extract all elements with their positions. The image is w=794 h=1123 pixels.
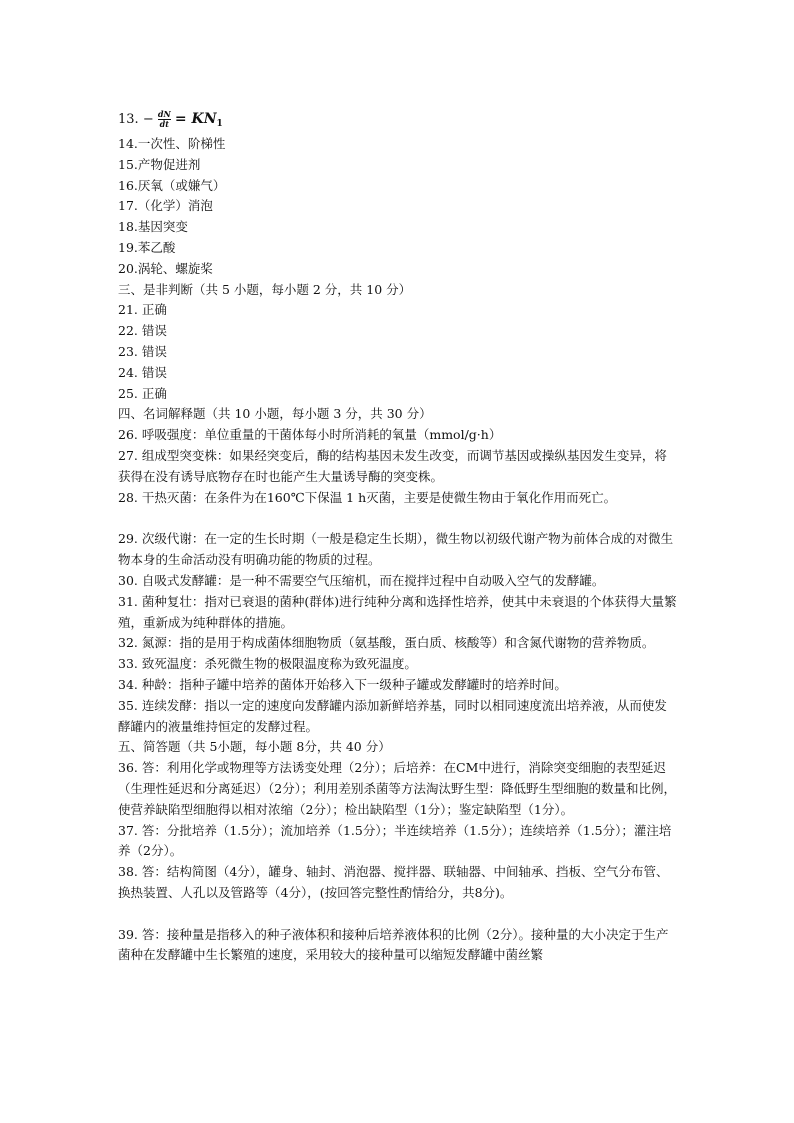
answer-paragraph: 34. 种龄：指种子罐中培养的菌体开始移入下一级种子罐或发酵罐时的培养时间。: [118, 676, 567, 692]
answer-line: 15.产物促进剂: [118, 156, 201, 172]
formula-subscript: 1: [216, 119, 223, 129]
answer-paragraph: 37. 答：分批培养（1.5分）；流加培养（1.5分）；半连续培养（1.5分）；连续培养（1.5分）；灌注培养（2分）。: [118, 822, 672, 859]
answer-line: 16.厌氧（或嫌气）: [118, 177, 226, 193]
answer-line: 25. 正确: [118, 385, 167, 401]
answer-paragraph: 32. 氮源：指的是用于构成菌体细胞物质（氨基酸，蛋白质、核酸等）和含氮代谢物的营养物质。: [118, 635, 655, 651]
formula-numerator: dN: [157, 109, 171, 119]
section-heading: 三、是非判断（共 5 小题，每小题 2 分，共 10 分）: [118, 281, 412, 297]
formula-denominator: dt: [159, 119, 169, 129]
answer-paragraph: 33. 致死温度：杀死微生物的极限温度称为致死温度。: [118, 656, 417, 672]
answer-line: 23. 错误: [118, 343, 167, 359]
answer-line: 19.苯乙酸: [118, 239, 176, 255]
section-heading: 五、简答题（共 5小题，每小题 8分，共 40 分）: [118, 739, 391, 755]
answer-line: 14.一次性、阶梯性: [118, 136, 226, 151]
answer-line: 22. 错误: [118, 323, 167, 339]
section-heading: 四、名词解释题（共 10 小题，每小题 3 分，共 30 分）: [118, 406, 432, 422]
formula-minus: −: [142, 112, 154, 127]
answer-line: 26. 呼吸强度：单位重量的干菌体每小时所消耗的氧量（mmol/g·h）: [118, 427, 502, 443]
answer-paragraph: 28. 干热灭菌：在条件为在160℃下保温 1 h灭菌，主要是使微生物由于氧化作用而死亡。: [118, 489, 617, 505]
formula-number: 13.: [118, 112, 139, 127]
answer-paragraph: 36. 答：利用化学或物理等方法诱变处理（2分）；后培养：在CM中进行，消除突变细胞的表型延迟（生理性延迟和分离延迟）（2分）；利用差别杀菌等方法淘汰野生型：降低野生型细胞的数量和比例，使营养缺陷型细胞得以相对浓缩（2分）；检出缺陷型（1分）；鉴定缺陷型（1分）。: [118, 760, 676, 817]
formula-rhs: = KN: [174, 111, 217, 127]
answer-paragraph: 38. 答：结构简图（4分），罐身、轴封、消泡器、搅拌器、联轴器、中间轴承、挡板、空气分布管、换热装置、人孔以及管路等（4分），(按回答完整性酌情给分，共8分)。: [118, 864, 669, 900]
answer-paragraph: 29. 次级代谢：在一定的生长时期（一般是稳定生长期），微生物以初级代谢产物为前体合成的对微生物本身的生命活动没有明确功能的物质的过程。: [118, 531, 674, 568]
answer-line: 18.基因突变: [118, 219, 188, 235]
answer-paragraph: 31. 菌种复壮：指对已衰退的菌种(群体)进行纯种分离和选择性培养，使其中未衰退的个体获得大量繁殖，重新成为纯种群体的措施。: [118, 593, 677, 630]
answer-paragraph: 39. 答：接种量是指移入的种子液体积和接种后培养液体积的比例（2分）。接种量的大小决定于生产菌种在发酵罐中生长繁殖的速度，采用较大的接种量可以缩短发酵罐中菌丝繁: [118, 926, 669, 963]
answer-paragraph: 27. 组成型突变株：如果经突变后，酶的结构基因未发生改变，而调节基因或操纵基因发生变异，将获得在没有诱导底物存在时也能产生大量诱导酶的突变株。: [118, 447, 667, 484]
answer-paragraph: 30. 自吸式发酵罐：是一种不需要空气压缩机，而在搅拌过程中自动吸入空气的发酵罐。: [118, 572, 605, 588]
answer-line: 24. 错误: [118, 364, 167, 380]
answer-page: [118, 104, 678, 966]
answer-line: 21. 正确: [118, 302, 167, 318]
formula-fraction: [158, 110, 171, 129]
answer-paragraph: 35. 连续发酵：指以一定的速度向发酵罐内添加新鲜培养基，同时以相同速度流出培养液，从而使发酵罐内的液量维持恒定的发酵过程。: [118, 697, 667, 734]
answer-line: 17.（化学）消泡: [118, 198, 213, 214]
formula-13: [118, 104, 678, 134]
answer-line: 20.涡轮、螺旋桨: [118, 260, 213, 276]
